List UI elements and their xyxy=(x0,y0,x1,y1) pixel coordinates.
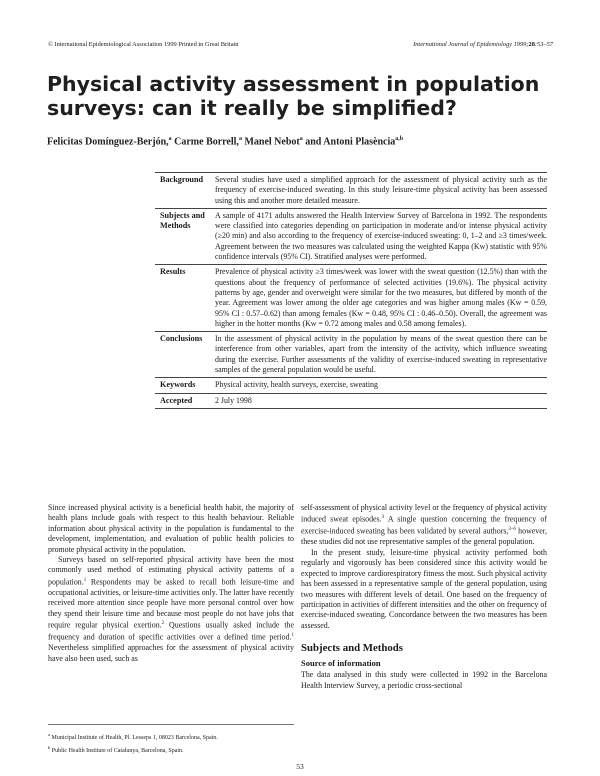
author-name: Felicitas Domínguez-Berjón, xyxy=(47,136,169,148)
body-paragraph: In the present study, leisure-time physical activity performed both regularly and vigorously has been considered since this activity would be expected to improve cardiorespiratory fitness the most. Such physical activity has been assessed in a representative sample of the general population, using two measures with different levels of detail. One based on the frequency of participation in activities of different intensities and the other on frequency of exercise-induced sweating. Concordance between the two measures has been assessed. xyxy=(301,547,547,630)
abstract-row-accepted xyxy=(155,394,547,409)
abstract-table xyxy=(155,172,547,409)
abstract-row-results xyxy=(155,265,547,332)
footnotes xyxy=(48,724,294,756)
body-paragraph: Since increased physical activity is a beneficial health habit, the majority of health plans include goals with respect to this health behaviour. Reliable information about physical activity in the population is fundamental to the development, implementation, and evaluation of public health policies to promote physical activity in the population. xyxy=(48,503,294,554)
citation-ref: 2 xyxy=(161,621,165,627)
abstract-label: Keywords xyxy=(160,380,196,390)
author-name: and Antoni Plasència xyxy=(302,136,396,148)
abstract-label: Conclusions xyxy=(160,334,203,344)
running-header-right: International Journal of Epidemiology 1999;28:53–57 xyxy=(413,41,553,48)
author-affiliation: a xyxy=(168,136,172,142)
abstract-label: Subjects and Methods xyxy=(160,210,205,231)
journal-name: International Journal of Epidemiology xyxy=(413,41,512,48)
author-name: Manel Nebot xyxy=(241,136,300,148)
abstract-label: Background xyxy=(160,175,204,184)
subsection-heading: Source of information xyxy=(301,658,381,669)
abstract-row-keywords xyxy=(155,378,547,393)
author-affiliation: a xyxy=(238,136,242,142)
abstract-row-background xyxy=(155,173,547,209)
article-title: Physical activity assessment in population surveys: can it really be simplified? xyxy=(47,72,540,120)
abstract-label: Results xyxy=(160,267,186,277)
citation-ref: 3 xyxy=(381,515,385,521)
abstract-text: In the assessment of physical activity in the population by means of the sweat question there can be interference from other variables, apart from the intensity of the activity, which influence sweating during the exercise. Further assessments of the validity of exercise-induced sweating in representative samples of the general population would be useful. xyxy=(215,334,547,375)
footnote-mark: a xyxy=(48,732,50,737)
abstract-row-subjects-methods xyxy=(155,209,547,265)
page-number: 53 xyxy=(296,762,304,771)
body-paragraph: Surveys based on self-reported physical activity have been the most commonly used method of estimating physical activity patterns of a population.$^1$ Respondents may be asked to recall both leisure-time and occupational activities, or leisure-time activities only. The latter have recently received more attention since people have more personal control over how they spend their leisure time and because most people do not have jobs that require regular physical exertion.$^2$ Questions usually asked include the frequency and duration of specific activities over a defined time period.$^1$ Nevertheless simplified approaches for the assessment of physical activity have also been used, such as xyxy=(48,555,294,663)
citation-ref: 1 xyxy=(291,633,294,639)
footnote: $^b$ Public Health Institute of Catalunya, Barcelona, Spain. xyxy=(48,745,184,754)
body-paragraph: self-assessment of physical activity level or the frequency of physical activity induced sweat episodes.$^3$ A single question concerning the frequency of exercise-induced sweating has been validated by several authors,$^{3-6}$ however, these studies did not use representative samples of the general population. xyxy=(301,503,547,547)
running-header-left: © International Epidemiological Association 1999 Printed in Great Britain xyxy=(48,41,239,48)
body-paragraph: The data analysed in this study were collected in 1992 in the Barcelona Health Interview Survey, a periodic cross-sectional xyxy=(301,670,547,690)
footnote-mark: b xyxy=(48,745,51,750)
abstract-text: A sample of 4171 adults answered the Health Interview Survey of Barcelona in 1992. The respondents were classified into categories depending on participation in moderate and/or intense physical activity (≥20 min) and also according to the frequency of exercise-induced sweating: 0, 1–2 and ≥3 times/week. Agreement between the two measures was calculated using the weighted Kappa (Kw) statistic with 95% confidence intervals (95% CI). Stratified analyses were performed. xyxy=(215,210,547,262)
abstract-row-conclusions xyxy=(155,332,547,378)
body-column-right xyxy=(301,503,547,691)
citation-ref: 1 xyxy=(83,577,87,583)
abstract-text: Prevalence of physical activity ≥3 times/week was lower with the sweat question (12.5%) than with the questions about the frequency of performance of selected activities (19.6%). The physical activity patterns by age, gender and overweight were similar for the two measures, but differed by month of the year. Agreement was lower among the older age categories and was higher among males (Kw = 0.59, 95% CI : 0.57–0.62) than among females (Kw = 0.48, 95% CI : 0.46–0.50). Overall, the agreement was higher in the hotter months (Kw = 0.72 among males and 0.58 among females). xyxy=(215,267,547,328)
body-column-left xyxy=(48,503,294,664)
footnote: $^a$ Municipal Institute of Health, Pl. Lesseps 1, 08023 Barcelona, Spain. xyxy=(48,732,218,741)
author-affiliation: a xyxy=(299,136,303,142)
abstract-text: Physical activity, health surveys, exercise, sweating xyxy=(215,380,378,390)
section-heading: Subjects and Methods xyxy=(301,642,403,655)
citation-ref: 3–6 xyxy=(508,527,516,533)
abstract-text: 2 July 1998 xyxy=(215,395,252,405)
author-list xyxy=(47,136,403,147)
author-affiliation: a,b xyxy=(395,136,404,142)
author-name: Carme Borrell, xyxy=(171,136,239,148)
volume: 28 xyxy=(528,41,535,48)
abstract-text: Several studies have used a simplified approach for the assessment of physical activity such as the frequency of exercise-induced sweating. In this study leisure-time physical activity has been assessed using this and another more detailed measure. xyxy=(215,175,547,205)
abstract-label: Accepted xyxy=(160,395,193,405)
